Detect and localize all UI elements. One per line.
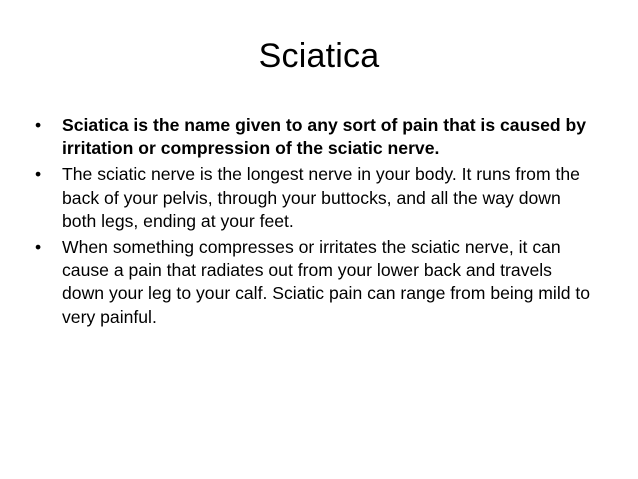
slide-title: Sciatica	[258, 37, 380, 75]
bullet-point-icon: •	[35, 115, 42, 135]
bullet-text: The sciatic nerve is the longest nerve in your body. It runs from the back of your pelvis, through your buttocks, and all the way down both legs, ending at your feet.	[62, 164, 580, 231]
bullet-list	[33, 114, 593, 332]
bullet-point-icon: •	[35, 164, 42, 185]
bullet-point-icon: •	[35, 237, 42, 258]
bullet-item	[33, 236, 593, 329]
bullet-item	[33, 114, 593, 160]
bullet-text: When something compresses or irritates the sciatic nerve, it can cause a pain that radiates out from your lower back and travels down your leg to your calf. Sciatic pain can range from being mild to very painful.	[62, 237, 591, 327]
bullet-item	[33, 163, 593, 233]
bullet-text: Sciatica is the name given to any sort of pain that is caused by irritation or compression of the sciatic nerve.	[62, 115, 587, 159]
